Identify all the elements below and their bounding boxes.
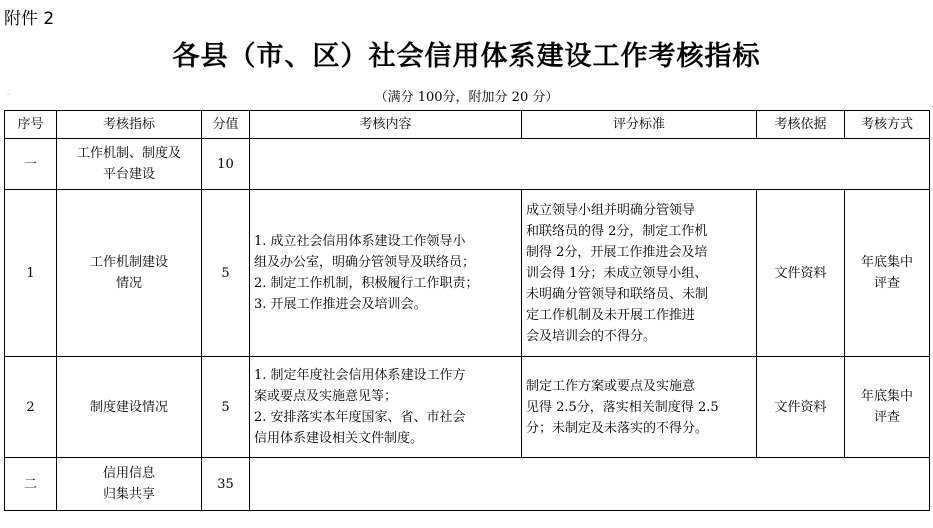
criteria-line: 分；未制定及未落实的不得分。 [526,420,709,436]
content-cell [250,357,522,458]
method-line: 年底集中 [860,255,913,270]
method-line: 年底集中 [860,389,913,404]
row-number: 一 [5,139,57,190]
row-number: 二 [5,458,57,511]
empty-cell [250,458,930,511]
indicator-line: 工作机制、制度及 [76,146,181,161]
basis-cell: 文件资料 [757,190,845,357]
indicator-cell [57,190,202,357]
content-line: 1. 制定年度社会信用体系建设工作方 [254,368,466,383]
criteria-line: 未明确分管领导和联络员、未制 [526,286,709,302]
score-cell: 5 [202,357,250,458]
criteria-line: 和联络员的得 2分，制定工作机 [526,223,708,239]
content-line: 组及办公室，明确分管领导及联络员； [254,255,476,270]
indicator-cell [57,357,202,458]
method-cell [845,190,930,357]
indicator-line: 归集共享 [102,487,155,502]
indicator-cell [57,458,202,511]
content-line: 案或要点及实施意见等； [254,389,398,404]
criteria-cell [522,357,757,458]
score-cell: 35 [202,458,250,511]
table-row [5,139,930,190]
criteria-line: 见得 2.5分，落实相关制度得 2.5 [526,399,719,415]
header-cell: 序号 [5,111,57,139]
header-cell: 评分标准 [522,111,757,139]
row-number: 2 [5,357,57,458]
content-line: 2. 安排落实本年度国家、省、市社会 [254,410,466,425]
content-line: 2. 制定工作机制，积极履行工作职责； [254,276,479,291]
document-title: 各县（市、区）社会信用体系建设工作考核指标 [172,41,761,72]
method-line: 评查 [873,276,900,291]
header-cell: 考核依据 [757,111,845,139]
assessment-table [4,110,930,511]
content-cell [250,190,522,357]
criteria-line: 会及培训会的不得分。 [526,328,657,344]
criteria-line: 成立领导小组并明确分管领导 [526,202,696,218]
indicator-line: 制度建设情况 [89,399,168,415]
content-line: 信用体系建设相关文件制度。 [254,431,424,446]
criteria-line: 训会得 1分；未成立领导小组、 [526,265,708,281]
indicator-cell [57,139,202,190]
basis-cell: 文件资料 [757,357,845,458]
header-cell: 考核内容 [250,111,522,139]
row-number: 1 [5,190,57,357]
method-cell [845,357,930,458]
header-cell: 考核方式 [845,111,930,139]
content-line: 3. 开展工作推进会及培训会。 [254,297,427,312]
attachment-label: 附件 2 [4,9,55,29]
content-line: 1. 成立社会信用体系建设工作领导小 [254,234,466,249]
table-row [5,458,930,511]
header-cell: 分值 [202,111,250,139]
table-row [5,190,930,357]
criteria-cell [522,190,757,357]
method-line: 评查 [873,410,900,425]
table-header-row [5,111,930,139]
criteria-line: 定工作机制及未开展工作推进 [526,307,696,323]
criteria-line: 制定工作方案或要点及实施意 [526,378,696,394]
indicator-line: 情况 [115,276,142,291]
corner-mark: ⁻ [6,92,11,102]
score-cell: 10 [202,139,250,190]
empty-cell [250,139,930,190]
indicator-line: 平台建设 [102,167,155,182]
indicator-line: 信用信息 [102,466,155,481]
document-subtitle: （满分 100分，附加分 20 分） [374,90,559,105]
table-row [5,357,930,458]
header-cell: 考核指标 [57,111,202,139]
indicator-line: 工作机制建设 [89,255,168,270]
criteria-line: 制得 2分，开展工作推进会及培 [526,244,708,260]
score-cell: 5 [202,190,250,357]
